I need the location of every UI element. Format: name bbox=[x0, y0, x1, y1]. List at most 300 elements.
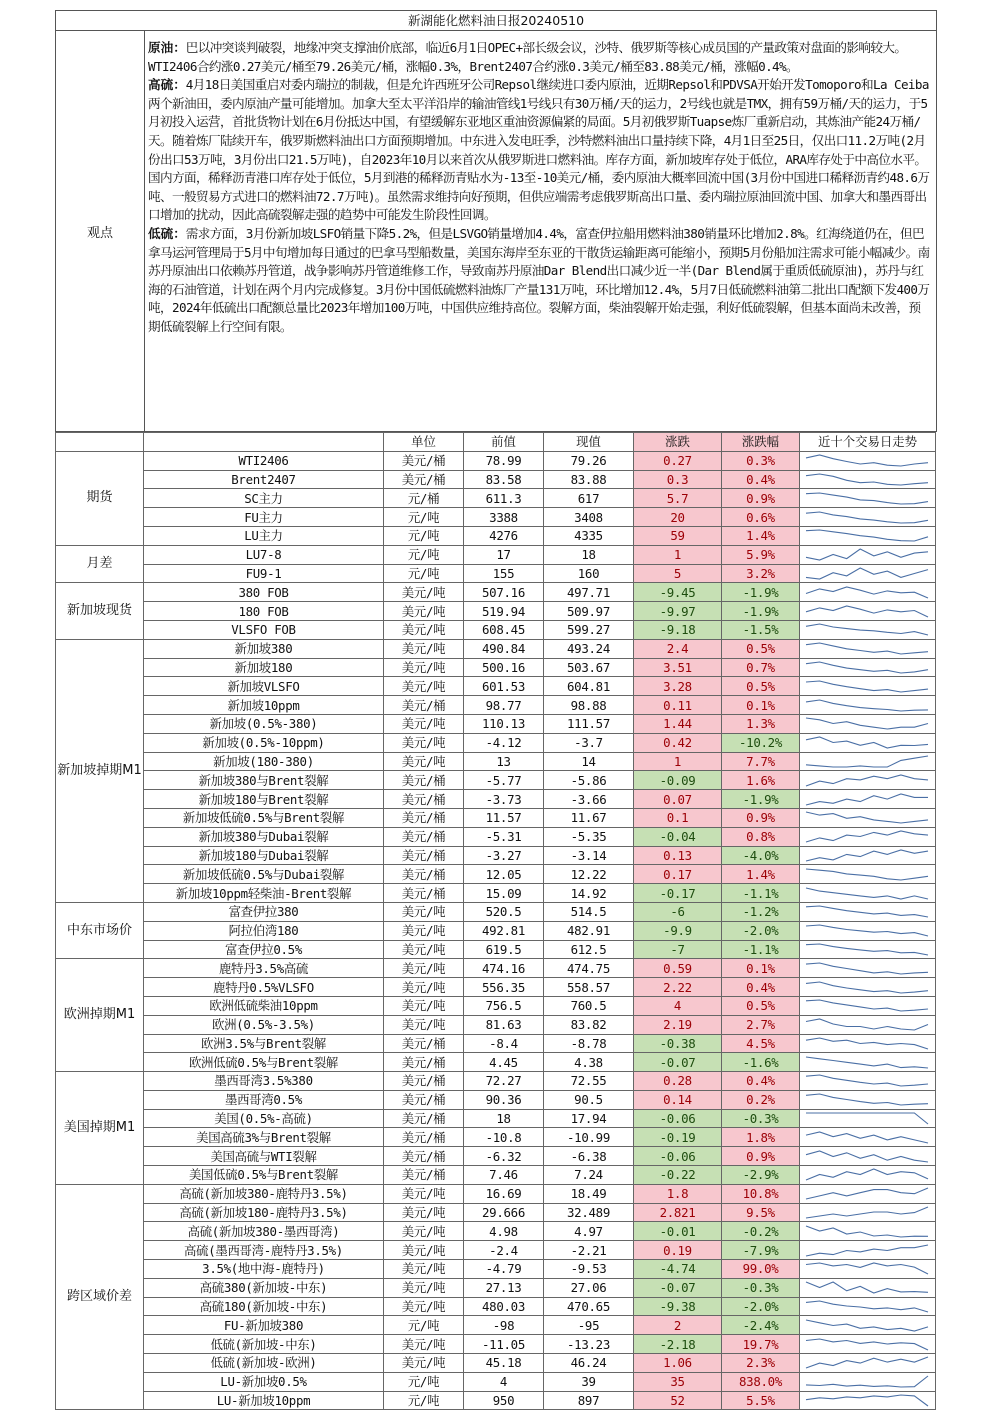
table-row bbox=[56, 696, 936, 715]
row-change-pct: 0.1% bbox=[722, 959, 800, 978]
row-sparkline bbox=[800, 884, 936, 903]
sparkline-series bbox=[806, 1075, 928, 1086]
row-unit: 美元/桶 bbox=[384, 1128, 464, 1147]
sparkline-series bbox=[806, 850, 928, 861]
group-label: 跨区域价差 bbox=[56, 1184, 144, 1410]
row-change-pct: -1.1% bbox=[722, 884, 800, 903]
header-blank-name bbox=[144, 433, 384, 452]
row-unit: 美元/桶 bbox=[384, 790, 464, 809]
row-name: 新加坡VLSFO bbox=[144, 677, 384, 696]
table-row bbox=[56, 1354, 936, 1373]
row-change-pct: -7.9% bbox=[722, 1241, 800, 1260]
row-unit: 美元/吨 bbox=[384, 639, 464, 658]
row-name: 墨西哥湾3.5%380 bbox=[144, 1072, 384, 1091]
row-name: LU主力 bbox=[144, 526, 384, 545]
row-name: 新加坡低硫0.5%与Brent裂解 bbox=[144, 808, 384, 827]
row-change-pct: 0.9% bbox=[722, 1147, 800, 1166]
sparkline-series bbox=[806, 1207, 928, 1218]
row-change-pct: 0.5% bbox=[722, 996, 800, 1015]
row-prev: -10.8 bbox=[464, 1128, 544, 1147]
sparkline-chart bbox=[800, 697, 934, 714]
row-change-pct: 0.6% bbox=[722, 508, 800, 527]
row-prev: 17 bbox=[464, 545, 544, 564]
row-sparkline bbox=[800, 808, 936, 827]
sparkline-chart bbox=[800, 1166, 934, 1183]
row-name: 高硫(新加坡380-墨西哥湾) bbox=[144, 1222, 384, 1241]
row-change: -0.04 bbox=[634, 827, 722, 846]
row-change: 59 bbox=[634, 526, 722, 545]
row-change-pct: 99.0% bbox=[722, 1260, 800, 1279]
row-curr: -10.99 bbox=[544, 1128, 634, 1147]
sparkline-chart bbox=[800, 1129, 934, 1146]
row-curr: 72.55 bbox=[544, 1072, 634, 1091]
row-change: -9.38 bbox=[634, 1297, 722, 1316]
row-unit: 元/吨 bbox=[384, 526, 464, 545]
table-row bbox=[56, 978, 936, 997]
row-unit: 元/吨 bbox=[384, 545, 464, 564]
sparkline-series bbox=[806, 1151, 928, 1162]
row-change-pct: 5.9% bbox=[722, 545, 800, 564]
row-curr: 474.75 bbox=[544, 959, 634, 978]
row-change: 0.17 bbox=[634, 865, 722, 884]
table-row bbox=[56, 583, 936, 602]
row-sparkline bbox=[800, 1128, 936, 1147]
sparkline-chart bbox=[800, 1223, 934, 1240]
row-change: -0.07 bbox=[634, 1278, 722, 1297]
row-name: 新加坡180与Brent裂解 bbox=[144, 790, 384, 809]
row-name: 新加坡180 bbox=[144, 658, 384, 677]
crude-text: 巴以冲突谈判破裂，地缘冲突支撑油价底部，临近6月1日OPEC+部长级会议，沙特、俄罗斯等核心成员国的产量政策对盘面的影响较大。WTI2406合约涨0.27美元/桶至79.26美元/桶，涨幅0.3%，Brent2407合约涨0.3美元/桶至83.88美元/桶，涨幅0.4%。 bbox=[148, 40, 907, 74]
row-prev: 492.81 bbox=[464, 921, 544, 940]
row-unit: 美元/桶 bbox=[384, 470, 464, 489]
row-sparkline bbox=[800, 1260, 936, 1279]
row-change-pct: 0.5% bbox=[722, 677, 800, 696]
row-sparkline bbox=[800, 1335, 936, 1354]
sparkline-series bbox=[806, 1245, 928, 1256]
row-name: 新加坡低硫0.5%与Dubai裂解 bbox=[144, 865, 384, 884]
row-curr: 4.97 bbox=[544, 1222, 634, 1241]
row-prev: -98 bbox=[464, 1316, 544, 1335]
row-name: 美国高硫3%与Brent裂解 bbox=[144, 1128, 384, 1147]
row-curr: 32.489 bbox=[544, 1203, 634, 1222]
row-prev: 11.57 bbox=[464, 808, 544, 827]
row-name: LU-新加坡10ppm bbox=[144, 1391, 384, 1410]
row-unit: 元/吨 bbox=[384, 564, 464, 583]
row-prev: 4 bbox=[464, 1372, 544, 1391]
row-change-pct: 0.9% bbox=[722, 808, 800, 827]
row-change-pct: -1.1% bbox=[722, 940, 800, 959]
sparkline-chart bbox=[800, 1298, 934, 1315]
row-curr: 18 bbox=[544, 545, 634, 564]
row-sparkline bbox=[800, 451, 936, 470]
table-header bbox=[56, 433, 936, 452]
row-prev: 950 bbox=[464, 1391, 544, 1410]
row-prev: -8.4 bbox=[464, 1034, 544, 1053]
row-unit: 美元/桶 bbox=[384, 1109, 464, 1128]
sparkline-chart bbox=[800, 527, 934, 544]
row-prev: 500.16 bbox=[464, 658, 544, 677]
row-change-pct: 3.2% bbox=[722, 564, 800, 583]
row-curr: 7.24 bbox=[544, 1166, 634, 1185]
sparkline-series bbox=[806, 1376, 928, 1387]
row-unit: 美元/桶 bbox=[384, 865, 464, 884]
sparkline-series bbox=[806, 812, 928, 823]
table-row bbox=[56, 1034, 936, 1053]
row-curr: 98.88 bbox=[544, 696, 634, 715]
row-sparkline bbox=[800, 545, 936, 564]
row-unit: 美元/吨 bbox=[384, 1241, 464, 1260]
row-prev: 12.05 bbox=[464, 865, 544, 884]
row-prev: 78.99 bbox=[464, 451, 544, 470]
row-sparkline bbox=[800, 1316, 936, 1335]
row-change-pct: 0.4% bbox=[722, 470, 800, 489]
table-row bbox=[56, 714, 936, 733]
table-row bbox=[56, 451, 936, 470]
row-curr: 617 bbox=[544, 489, 634, 508]
row-curr: -8.78 bbox=[544, 1034, 634, 1053]
viewpoint-section bbox=[55, 30, 937, 432]
row-change: 4 bbox=[634, 996, 722, 1015]
row-unit: 美元/吨 bbox=[384, 733, 464, 752]
table-row bbox=[56, 639, 936, 658]
row-unit: 美元/吨 bbox=[384, 996, 464, 1015]
row-change-pct: 9.5% bbox=[722, 1203, 800, 1222]
sparkline-series bbox=[806, 1188, 928, 1199]
row-change: 5 bbox=[634, 564, 722, 583]
row-sparkline bbox=[800, 846, 936, 865]
sparkline-chart bbox=[800, 565, 934, 582]
row-curr: 4.38 bbox=[544, 1053, 634, 1072]
sparkline-chart bbox=[800, 1148, 934, 1165]
row-change-pct: -2.0% bbox=[722, 921, 800, 940]
row-unit: 美元/吨 bbox=[384, 978, 464, 997]
row-name: FU9-1 bbox=[144, 564, 384, 583]
header-cell: 近十个交易日走势 bbox=[800, 433, 936, 452]
row-prev: 608.45 bbox=[464, 620, 544, 639]
sparkline-chart bbox=[800, 1279, 934, 1296]
table-row bbox=[56, 489, 936, 508]
sparkline-chart bbox=[800, 809, 934, 826]
sparkline-series bbox=[806, 606, 928, 617]
sparkline-series bbox=[806, 493, 928, 504]
row-sparkline bbox=[800, 978, 936, 997]
row-name: 欧洲(0.5%-3.5%) bbox=[144, 1015, 384, 1034]
row-sparkline bbox=[800, 1203, 936, 1222]
row-sparkline bbox=[800, 1372, 936, 1391]
row-curr: 514.5 bbox=[544, 902, 634, 921]
sparkline-series bbox=[806, 794, 928, 805]
row-curr: 604.81 bbox=[544, 677, 634, 696]
row-unit: 美元/吨 bbox=[384, 1015, 464, 1034]
row-change: 2 bbox=[634, 1316, 722, 1335]
row-sparkline bbox=[800, 677, 936, 696]
row-sparkline bbox=[800, 940, 936, 959]
table-row bbox=[56, 921, 936, 940]
row-prev: 601.53 bbox=[464, 677, 544, 696]
sparkline-chart bbox=[800, 922, 934, 939]
sparkline-chart bbox=[800, 715, 934, 732]
row-name: 高硫180(新加坡-中东) bbox=[144, 1297, 384, 1316]
group-label: 新加坡现货 bbox=[56, 583, 144, 639]
row-unit: 美元/吨 bbox=[384, 940, 464, 959]
sparkline-chart bbox=[800, 885, 934, 902]
table-row bbox=[56, 996, 936, 1015]
row-unit: 美元/桶 bbox=[384, 827, 464, 846]
row-unit: 元/吨 bbox=[384, 508, 464, 527]
row-prev: 16.69 bbox=[464, 1184, 544, 1203]
row-unit: 美元/吨 bbox=[384, 658, 464, 677]
row-sparkline bbox=[800, 996, 936, 1015]
row-change: 1.06 bbox=[634, 1354, 722, 1373]
row-name: 新加坡10ppm bbox=[144, 696, 384, 715]
row-name: Brent2407 bbox=[144, 470, 384, 489]
row-prev: -2.4 bbox=[464, 1241, 544, 1260]
row-sparkline bbox=[800, 639, 936, 658]
sparkline-series bbox=[806, 906, 928, 917]
row-change: 0.42 bbox=[634, 733, 722, 752]
row-name: 新加坡380与Brent裂解 bbox=[144, 771, 384, 790]
row-unit: 美元/吨 bbox=[384, 1260, 464, 1279]
row-curr: 46.24 bbox=[544, 1354, 634, 1373]
row-change: -0.19 bbox=[634, 1128, 722, 1147]
group-label: 月差 bbox=[56, 545, 144, 583]
table-row bbox=[56, 564, 936, 583]
row-name: 低硫(新加坡-欧洲) bbox=[144, 1354, 384, 1373]
row-sparkline bbox=[800, 733, 936, 752]
table-row bbox=[56, 1166, 936, 1185]
header-blank-group bbox=[56, 433, 144, 452]
sparkline-series bbox=[806, 474, 928, 485]
row-change: 20 bbox=[634, 508, 722, 527]
row-unit: 元/桶 bbox=[384, 489, 464, 508]
row-sparkline bbox=[800, 1391, 936, 1410]
row-change-pct: -1.5% bbox=[722, 620, 800, 639]
row-sparkline bbox=[800, 1072, 936, 1091]
sparkline-series bbox=[806, 662, 928, 673]
row-change-pct: 0.1% bbox=[722, 696, 800, 715]
row-name: 新加坡10ppm轻柴油-Brent裂解 bbox=[144, 884, 384, 903]
row-curr: 4335 bbox=[544, 526, 634, 545]
sparkline-series bbox=[806, 925, 928, 936]
row-unit: 美元/吨 bbox=[384, 921, 464, 940]
table-row bbox=[56, 790, 936, 809]
sparkline-series bbox=[806, 737, 928, 748]
row-sparkline bbox=[800, 921, 936, 940]
row-change-pct: 1.6% bbox=[722, 771, 800, 790]
viewpoint-high-sulfur bbox=[148, 76, 932, 225]
sparkline-series bbox=[806, 681, 928, 692]
sparkline-chart bbox=[800, 1392, 934, 1409]
sparkline-chart bbox=[800, 753, 934, 770]
row-change: 0.13 bbox=[634, 846, 722, 865]
row-name: 新加坡380 bbox=[144, 639, 384, 658]
row-sparkline bbox=[800, 752, 936, 771]
row-unit: 美元/吨 bbox=[384, 620, 464, 639]
row-change: -7 bbox=[634, 940, 722, 959]
row-change-pct: 0.9% bbox=[722, 489, 800, 508]
viewpoint-label: 观点 bbox=[56, 31, 145, 431]
row-change: 0.14 bbox=[634, 1090, 722, 1109]
row-change: -9.18 bbox=[634, 620, 722, 639]
row-name: 高硫(墨西哥湾-鹿特丹3.5%) bbox=[144, 1241, 384, 1260]
row-name: 富查伊拉0.5% bbox=[144, 940, 384, 959]
row-prev: -5.31 bbox=[464, 827, 544, 846]
row-change: -6 bbox=[634, 902, 722, 921]
sparkline-series bbox=[806, 700, 928, 711]
sparkline-chart bbox=[800, 847, 934, 864]
table-row bbox=[56, 771, 936, 790]
table-row bbox=[56, 1372, 936, 1391]
table-row bbox=[56, 959, 936, 978]
row-curr: -6.38 bbox=[544, 1147, 634, 1166]
sparkline-chart bbox=[800, 584, 934, 601]
sparkline-series bbox=[806, 1000, 928, 1011]
sparkline-series bbox=[806, 530, 928, 541]
table-row bbox=[56, 1090, 936, 1109]
row-sparkline bbox=[800, 1053, 936, 1072]
table-row bbox=[56, 620, 936, 639]
sparkline-chart bbox=[800, 997, 934, 1014]
table-row bbox=[56, 1128, 936, 1147]
row-sparkline bbox=[800, 602, 936, 621]
sparkline-series bbox=[806, 869, 928, 880]
row-prev: 15.09 bbox=[464, 884, 544, 903]
row-prev: -6.32 bbox=[464, 1147, 544, 1166]
row-unit: 美元/桶 bbox=[384, 1034, 464, 1053]
sparkline-series bbox=[806, 888, 928, 899]
row-sparkline bbox=[800, 1090, 936, 1109]
row-curr: 760.5 bbox=[544, 996, 634, 1015]
row-curr: 11.67 bbox=[544, 808, 634, 827]
sparkline-chart bbox=[800, 1110, 934, 1127]
sparkline-series bbox=[806, 455, 928, 466]
row-curr: 612.5 bbox=[544, 940, 634, 959]
row-curr: 558.57 bbox=[544, 978, 634, 997]
row-prev: 611.3 bbox=[464, 489, 544, 508]
sparkline-chart bbox=[800, 772, 934, 789]
row-sparkline bbox=[800, 1222, 936, 1241]
row-name: 富查伊拉380 bbox=[144, 902, 384, 921]
row-change: -0.17 bbox=[634, 884, 722, 903]
sparkline-chart bbox=[800, 1072, 934, 1089]
sparkline-series bbox=[806, 1057, 928, 1068]
row-name: 高硫380(新加坡-中东) bbox=[144, 1278, 384, 1297]
row-change-pct: 0.8% bbox=[722, 827, 800, 846]
row-prev: 490.84 bbox=[464, 639, 544, 658]
table-row bbox=[56, 1015, 936, 1034]
row-sparkline bbox=[800, 620, 936, 639]
row-sparkline bbox=[800, 1109, 936, 1128]
row-change-pct: 0.5% bbox=[722, 639, 800, 658]
row-change: 0.07 bbox=[634, 790, 722, 809]
sparkline-chart bbox=[800, 1204, 934, 1221]
table-row bbox=[56, 940, 936, 959]
row-curr: 90.5 bbox=[544, 1090, 634, 1109]
row-sparkline bbox=[800, 1278, 936, 1297]
row-curr: 897 bbox=[544, 1391, 634, 1410]
row-curr: 509.97 bbox=[544, 602, 634, 621]
sparkline-series bbox=[806, 643, 928, 654]
table-row bbox=[56, 1335, 936, 1354]
table-row bbox=[56, 808, 936, 827]
row-change-pct: -0.3% bbox=[722, 1278, 800, 1297]
row-change: 2.4 bbox=[634, 639, 722, 658]
row-unit: 美元/吨 bbox=[384, 752, 464, 771]
group-label: 美国掉期M1 bbox=[56, 1072, 144, 1185]
row-change-pct: -1.6% bbox=[722, 1053, 800, 1072]
row-unit: 美元/吨 bbox=[384, 714, 464, 733]
sparkline-series bbox=[806, 1301, 928, 1312]
table-row bbox=[56, 1147, 936, 1166]
row-change: -2.18 bbox=[634, 1335, 722, 1354]
row-curr: 18.49 bbox=[544, 1184, 634, 1203]
row-change: 3.28 bbox=[634, 677, 722, 696]
low-sulfur-lead: 低硫： bbox=[148, 225, 186, 241]
high-sulfur-text: 4月18日美国重启对委内瑞拉的制裁，但是允许西班牙公司Repsol继续进口委内原油，近期Repsol和PDVSA开始开发Tomoporo和La Ceiba两个新油田，委内原油产量可能增加。加拿大至太平洋沿岸的输油管线1号线只有30万桶/天的运力，2号线也就是TMX，拥有59万桶/天的运力，于5月初投入运营，首批货物计划在6月份抵达中国，有望缓解东亚地区重油资源偏紧的局面。5月初俄罗斯Tuapse炼厂重新启动，其炼油产能24万桶/天。随着炼厂陆续开车，俄罗斯燃料油出口方面预期增加。中东进入发电旺季，沙特燃料油出口量持续下降，4月1日至25日，仅出口11.2万吨(2月份出口53万吨，3月份出口21.5万吨)，自2023年10月以来首次从俄罗斯进口燃料油。库存方面，新加坡库存处于低位，ARA库存处于中高位水平。国内方面，稀释沥青港口库存处于低位，5月到港的稀释沥青贴水为-13至-10美元/桶，委内原油大概率回流中国(3月份中国进口稀释沥青约48.6万吨、一般贸易方式进口的燃料油72.7万吨)。虽然需求维持向好预期，但供应端需考虑俄罗斯高出口量、委内瑞拉原油回流中国、加拿大和墨西哥出口增加的扰动，因此高硫裂解走强的趋势中可能发生阶段性回调。 bbox=[148, 77, 930, 223]
row-unit: 美元/吨 bbox=[384, 677, 464, 696]
sparkline-series bbox=[806, 963, 928, 974]
row-unit: 美元/桶 bbox=[384, 771, 464, 790]
row-change-pct: 0.4% bbox=[722, 1072, 800, 1091]
row-curr: -2.21 bbox=[544, 1241, 634, 1260]
row-sparkline bbox=[800, 470, 936, 489]
row-unit: 美元/桶 bbox=[384, 884, 464, 903]
row-prev: 18 bbox=[464, 1109, 544, 1128]
row-name: 美国低硫0.5%与Brent裂解 bbox=[144, 1166, 384, 1185]
row-change: 1 bbox=[634, 752, 722, 771]
table-row bbox=[56, 1316, 936, 1335]
row-unit: 美元/桶 bbox=[384, 846, 464, 865]
row-change-pct: -1.2% bbox=[722, 902, 800, 921]
row-change-pct: 0.3% bbox=[722, 451, 800, 470]
row-change-pct: -1.9% bbox=[722, 790, 800, 809]
row-name: 鹿特丹3.5%高硫 bbox=[144, 959, 384, 978]
row-sparkline bbox=[800, 902, 936, 921]
row-change-pct: -2.4% bbox=[722, 1316, 800, 1335]
row-unit: 美元/桶 bbox=[384, 1072, 464, 1091]
row-curr: 27.06 bbox=[544, 1278, 634, 1297]
row-unit: 美元/吨 bbox=[384, 959, 464, 978]
row-change: -0.06 bbox=[634, 1147, 722, 1166]
row-sparkline bbox=[800, 1241, 936, 1260]
row-change-pct: -4.0% bbox=[722, 846, 800, 865]
sparkline-chart bbox=[800, 903, 934, 920]
table-row bbox=[56, 1053, 936, 1072]
row-change-pct: -10.2% bbox=[722, 733, 800, 752]
row-change: -0.06 bbox=[634, 1109, 722, 1128]
row-curr: 14 bbox=[544, 752, 634, 771]
row-change-pct: 0.2% bbox=[722, 1090, 800, 1109]
table-row bbox=[56, 827, 936, 846]
table-row bbox=[56, 545, 936, 564]
row-change: 0.59 bbox=[634, 959, 722, 978]
row-change: 1 bbox=[634, 545, 722, 564]
row-change: 2.19 bbox=[634, 1015, 722, 1034]
row-change-pct: 1.4% bbox=[722, 526, 800, 545]
table-row bbox=[56, 1241, 936, 1260]
sparkline-series bbox=[806, 982, 928, 993]
row-curr: -13.23 bbox=[544, 1335, 634, 1354]
row-sparkline bbox=[800, 583, 936, 602]
row-name: 180 FOB bbox=[144, 602, 384, 621]
row-name: 新加坡(0.5%-10ppm) bbox=[144, 733, 384, 752]
row-curr: 503.67 bbox=[544, 658, 634, 677]
sparkline-series bbox=[806, 549, 928, 560]
row-unit: 美元/吨 bbox=[384, 1203, 464, 1222]
row-unit: 美元/桶 bbox=[384, 696, 464, 715]
row-prev: 90.36 bbox=[464, 1090, 544, 1109]
row-prev: 520.5 bbox=[464, 902, 544, 921]
